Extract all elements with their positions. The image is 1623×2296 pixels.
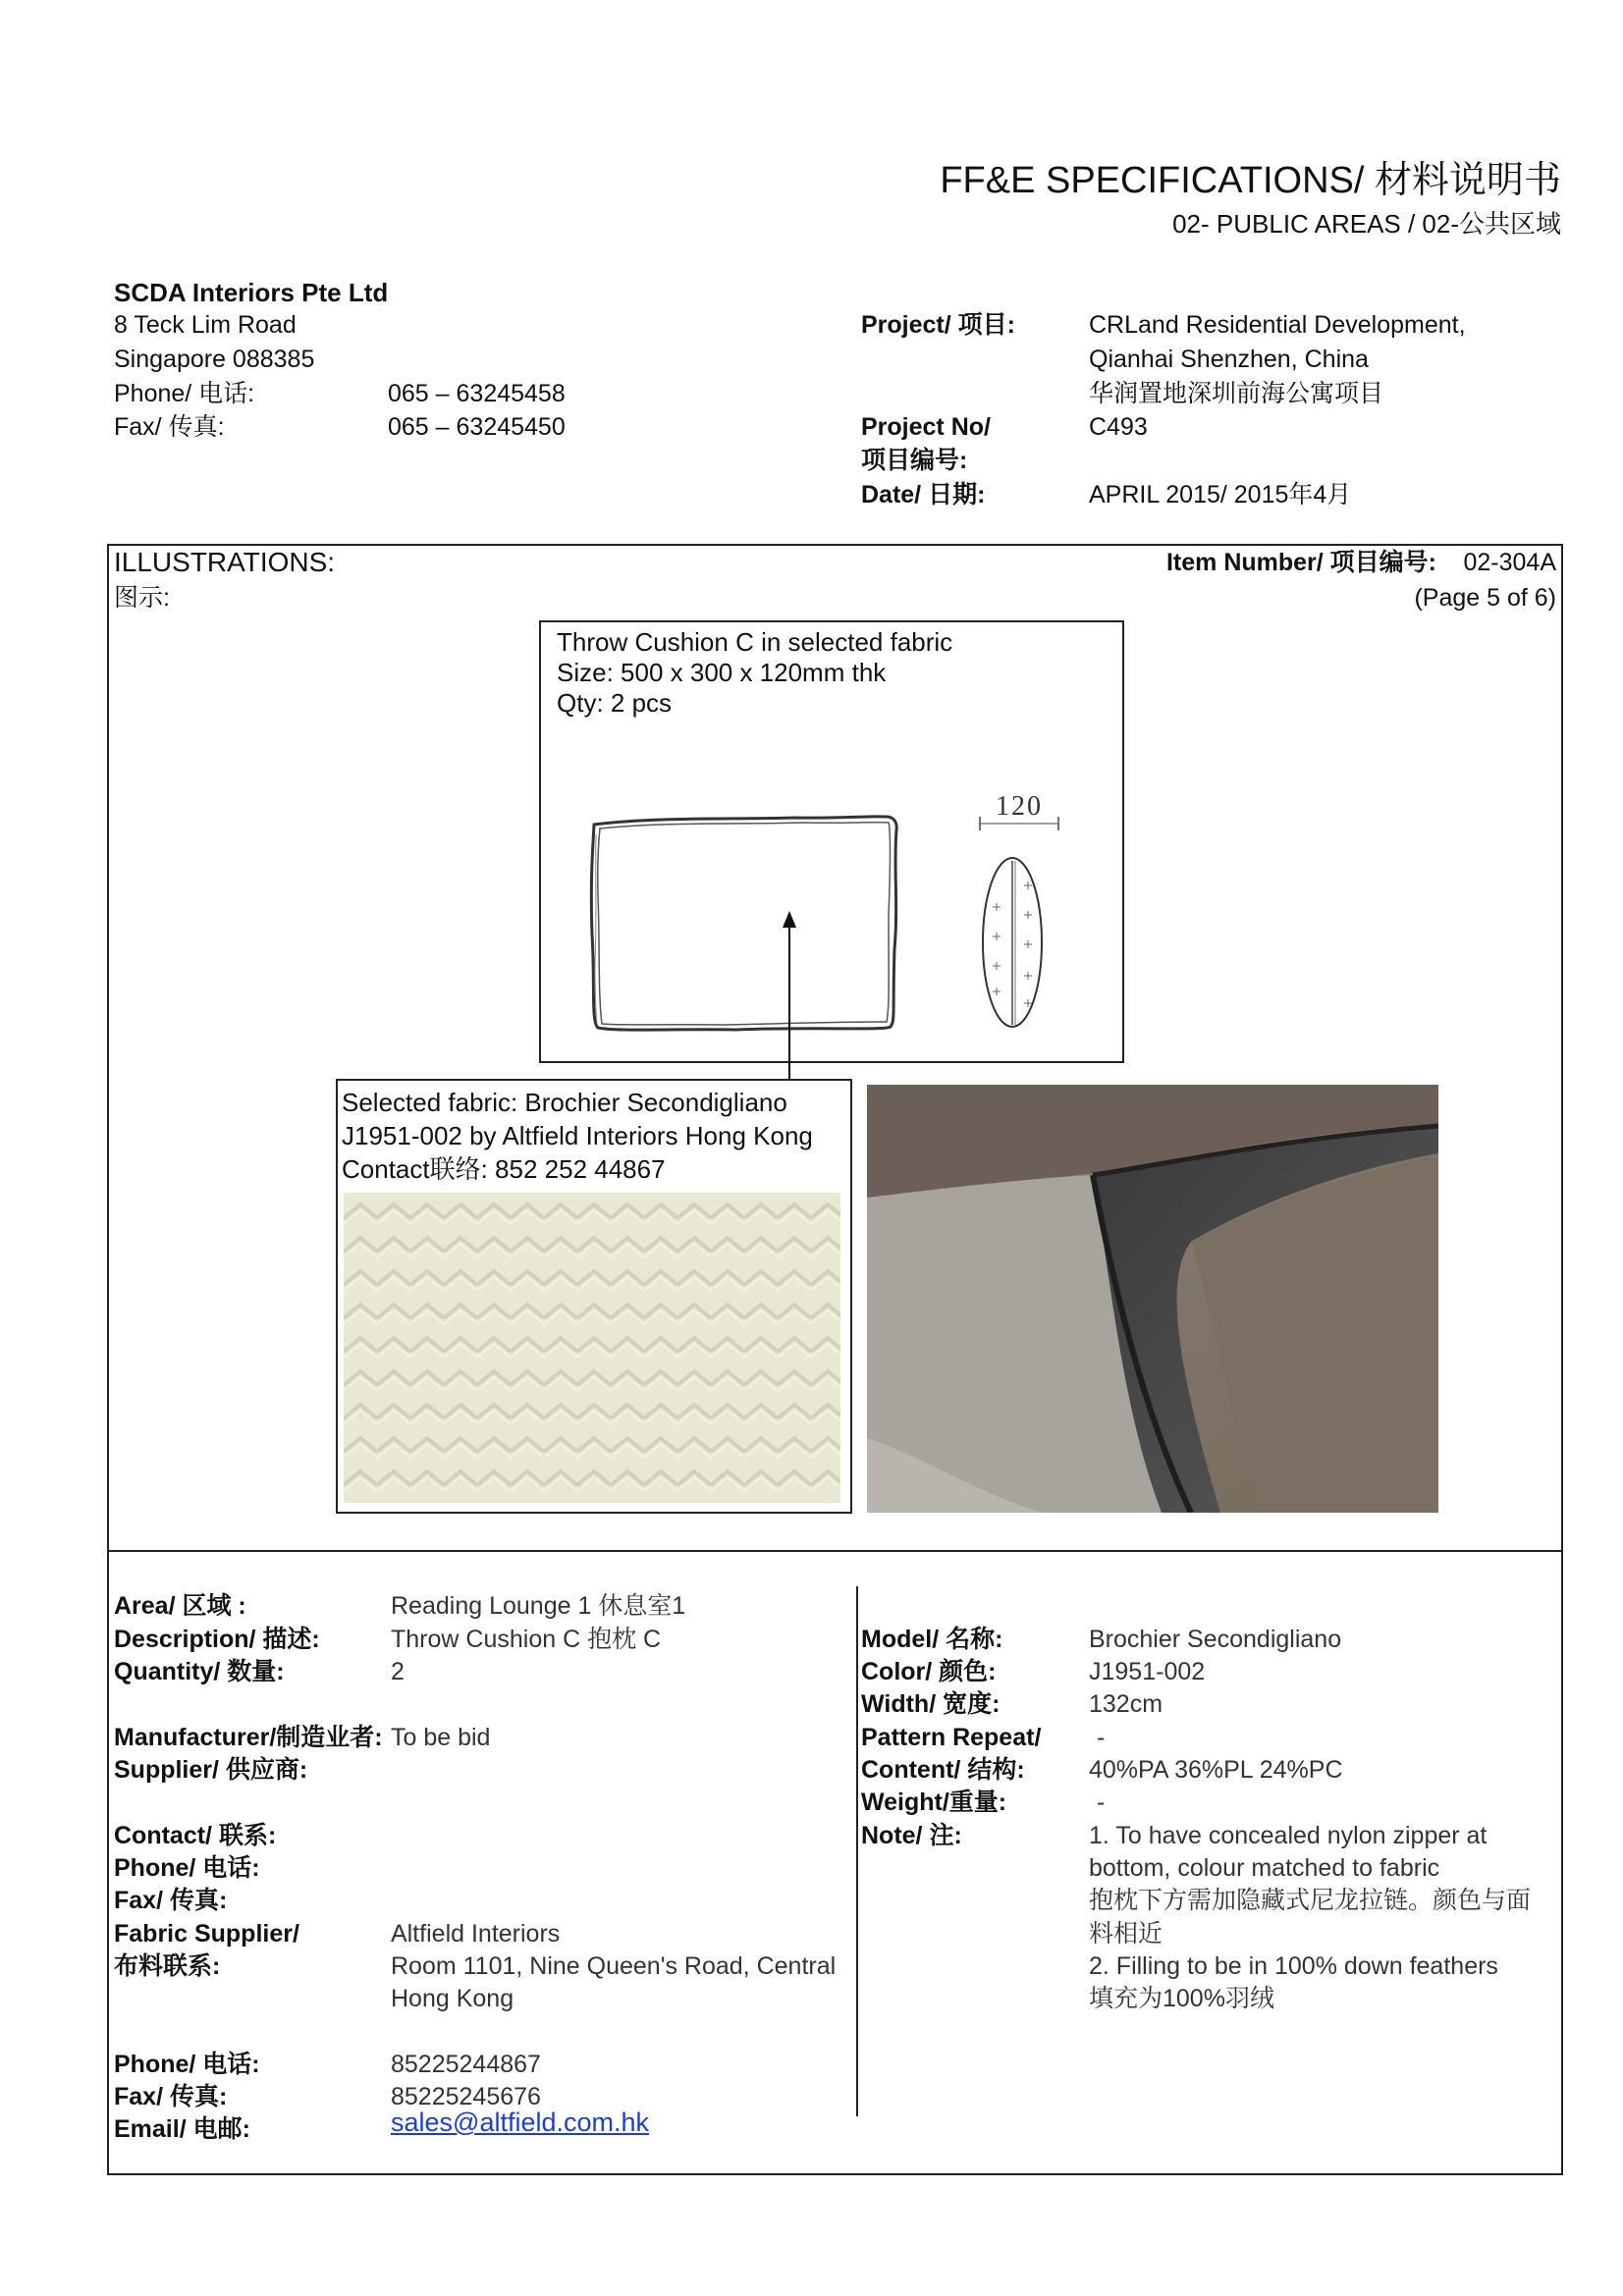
dimension-label: 120 bbox=[996, 791, 1043, 822]
company-fax: 065 – 63245450 bbox=[388, 413, 566, 441]
note-line1: 1. To have concealed nylon zipper at bbox=[1089, 1822, 1488, 1849]
pattern-repeat-value: - bbox=[1097, 1724, 1106, 1751]
note-line3: 抱枕下方需加隐藏式尼龙拉链。颜色与面 bbox=[1089, 1887, 1532, 1914]
content-label: Content/ 结构: bbox=[861, 1756, 1025, 1784]
fabric-supplier-address1: Room 1101, Nine Queen's Road, Central bbox=[391, 1952, 837, 1980]
width-label: Width/ 宽度: bbox=[861, 1690, 1001, 1718]
cushion-sketch bbox=[539, 620, 1124, 1063]
page-title: FF&E SPECIFICATIONS/ 材料说明书 bbox=[940, 160, 1561, 201]
section-divider bbox=[107, 1550, 1563, 1552]
fabric-supplier-address2: Hong Kong bbox=[391, 1985, 514, 2012]
fabric-supplier-name: Altfield Interiors bbox=[391, 1920, 561, 1948]
supplier-label: Supplier/ 供应商: bbox=[114, 1756, 308, 1784]
phone-label: Phone/ 电话: bbox=[114, 1854, 260, 1882]
contact-label: Contact/ 联系: bbox=[114, 1822, 277, 1849]
company-address-line1: 8 Teck Lim Road bbox=[114, 311, 297, 339]
content-value: 40%PA 36%PL 24%PC bbox=[1089, 1756, 1343, 1784]
page-subtitle: 02- PUBLIC AREAS / 02-公共区域 bbox=[1172, 209, 1561, 239]
supplier-phone: 85225244867 bbox=[391, 2051, 541, 2078]
project-no-label-cn: 项目编号: bbox=[861, 447, 968, 474]
fabric-swatch-image bbox=[344, 1193, 840, 1503]
note-label: Note/ 注: bbox=[861, 1822, 962, 1849]
note-line2: bottom, colour matched to fabric bbox=[1089, 1854, 1440, 1882]
company-address-line2: Singapore 088385 bbox=[114, 346, 315, 373]
company-fax-label: Fax/ 传真: bbox=[114, 413, 225, 441]
cushion-size-line: Size: 500 x 300 x 120mm thk bbox=[557, 658, 887, 687]
manufacturer-label: Manufacturer/制造业者: bbox=[114, 1724, 383, 1751]
email-label: Email/ 电邮: bbox=[114, 2115, 250, 2143]
cushion-photo bbox=[867, 1085, 1438, 1513]
callout-connector bbox=[788, 1062, 790, 1079]
fabric-line2: J1951-002 by Altfield Interiors Hong Kong bbox=[342, 1121, 813, 1150]
color-label: Color/ 颜色: bbox=[861, 1658, 997, 1685]
pattern-repeat-label: Pattern Repeat/ bbox=[861, 1724, 1042, 1751]
note-line4: 料相近 bbox=[1089, 1920, 1163, 1948]
fabric-supplier-label: Fabric Supplier/ bbox=[114, 1920, 299, 1948]
project-date: APRIL 2015/ 2015年4月 bbox=[1089, 481, 1352, 508]
color-value: J1951-002 bbox=[1089, 1658, 1206, 1685]
description-value: Throw Cushion C 抱枕 C bbox=[391, 1626, 662, 1653]
description-label: Description/ 描述: bbox=[114, 1626, 320, 1653]
width-value: 132cm bbox=[1089, 1690, 1163, 1718]
cushion-description-line1: Throw Cushion C in selected fabric bbox=[557, 627, 953, 657]
project-line2: Qianhai Shenzhen, China bbox=[1089, 346, 1369, 373]
company-phone-label: Phone/ 电话: bbox=[114, 380, 255, 407]
company-name: SCDA Interiors Pte Ltd bbox=[114, 278, 389, 307]
item-number-label: Item Number/ 项目编号: bbox=[1165, 549, 1436, 576]
note-line5: 2. Filling to be in 100% down feathers bbox=[1089, 1952, 1498, 1980]
supplier-fax: 85225245676 bbox=[391, 2083, 541, 2110]
fax-label: Fax/ 传真: bbox=[114, 1887, 228, 1914]
note-line6: 填充为100%羽绒 bbox=[1089, 1985, 1274, 2012]
project-date-label: Date/ 日期: bbox=[861, 481, 986, 508]
supplier-fax-label: Fax/ 传真: bbox=[114, 2083, 228, 2110]
page-indicator: (Page 5 of 6) bbox=[1414, 584, 1556, 612]
illustrations-label: ILLUSTRATIONS: bbox=[114, 547, 336, 577]
project-no: C493 bbox=[1089, 413, 1148, 441]
weight-value: - bbox=[1097, 1789, 1106, 1816]
column-divider bbox=[856, 1586, 858, 2116]
company-phone: 065 – 63245458 bbox=[388, 380, 566, 407]
project-no-label: Project No/ bbox=[861, 413, 991, 441]
item-number: 02-304A bbox=[1463, 549, 1556, 576]
cushion-qty-line: Qty: 2 pcs bbox=[557, 688, 673, 718]
project-label: Project/ 项目: bbox=[861, 311, 1015, 339]
project-line3: 华润置地深圳前海公寓项目 bbox=[1089, 380, 1384, 407]
weight-label: Weight/重量: bbox=[861, 1789, 1007, 1816]
supplier-phone-label: Phone/ 电话: bbox=[114, 2051, 260, 2078]
fabric-supplier-label-cn: 布料联系: bbox=[114, 1952, 221, 1980]
quantity-value: 2 bbox=[391, 1658, 405, 1685]
quantity-label: Quantity/ 数量: bbox=[114, 1658, 285, 1685]
fabric-contact: Contact联络: 852 252 44867 bbox=[342, 1154, 666, 1184]
fabric-line1: Selected fabric: Brochier Secondigliano bbox=[342, 1088, 787, 1117]
manufacturer-value: To be bid bbox=[391, 1724, 491, 1751]
model-label: Model/ 名称: bbox=[861, 1626, 1003, 1653]
area-value: Reading Lounge 1 休息室1 bbox=[391, 1592, 686, 1620]
model-value: Brochier Secondigliano bbox=[1089, 1626, 1342, 1653]
email-link[interactable]: sales@altfield.com.hk bbox=[391, 2108, 650, 2137]
illustrations-label-cn: 图示: bbox=[114, 584, 170, 612]
area-label: Area/ 区域 : bbox=[114, 1592, 246, 1620]
project-line1: CRLand Residential Development, bbox=[1089, 311, 1466, 339]
